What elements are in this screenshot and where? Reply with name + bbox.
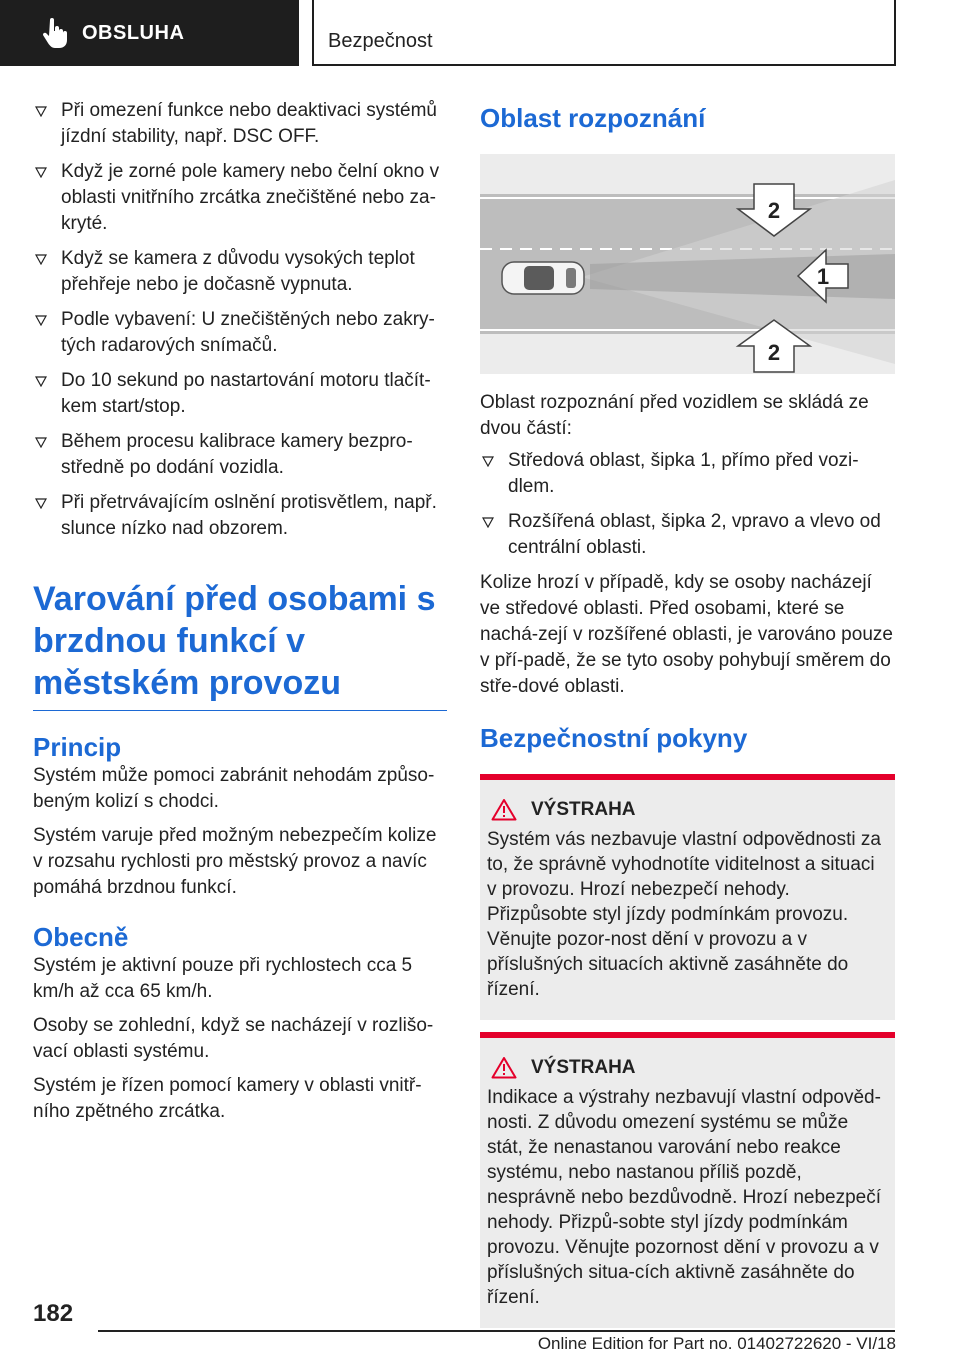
svg-text:2: 2 bbox=[767, 340, 781, 365]
list-item: Při omezení funkce nebo deaktivaci systémů jízdní stability, např. DSC OFF. bbox=[33, 98, 447, 150]
warning-text: Systém vás nezbavuje vlastní odpovědnosti za to, že správně vyhodnotíte viditelnost a situaci v provozu. Hrozí nebezpečí nehody. Přizpůsobte styl jízdy podmínkám provozu. Věnujte pozor‐nost dění v provozu a v příslušných situacích aktivně zasáhněte do řízení. bbox=[487, 829, 881, 1000]
oblast-paragraph-2: Kolize hrozí v případě, kdy se osoby nacházejí ve středové oblasti. Před osobami, které se nachá‐zejí v rozšířené oblasti, je varováno pouze v pří‐padě, že se tyto osoby pohybují směrem do stře‐dové oblasti. bbox=[480, 572, 893, 697]
warning-text: Indikace a výstrahy nezbavují vlastní odpověd‐nosti. Z důvodu omezení systému se může stát, že nenastanou varování nebo reakce systému, nebo nastanou příliš pozdě, nesprávně nebo bezdůvodně. Hrozí nebezpečí nehody. Přizpů‐sobte styl jízdy podmínkám provozu. Věnujte pozornost dění v provozu a v příslušných situa‐cích aktivně zasáhněte do řízení. bbox=[487, 1087, 881, 1308]
triangle-bullet-icon bbox=[482, 517, 494, 528]
triangle-bullet-icon bbox=[35, 498, 47, 509]
section-tab[interactable] bbox=[0, 0, 299, 66]
triangle-bullet-icon bbox=[35, 376, 47, 387]
triangle-bullet-icon bbox=[35, 315, 47, 326]
obecne-heading: Obecně bbox=[33, 922, 129, 952]
list-item: Když se kamera z důvodu vysokých teplot přehřeje nebo je dočasně vypnuta. bbox=[33, 246, 447, 298]
main-heading: Varování před osobami s brzdnou funkcí v městském provozu bbox=[33, 578, 447, 711]
oblast-paragraph-1: Oblast rozpoznání před vozidlem se skládá ze dvou částí: bbox=[480, 392, 869, 439]
warning-box-2 bbox=[480, 1032, 895, 1328]
obecne-paragraph-2: Osoby se zohlední, když se nacházejí v rozlišo‐vací oblasti systému. bbox=[33, 1015, 434, 1062]
right-column bbox=[480, 98, 895, 1328]
list-item: Rozšířená oblast, šipka 2, vpravo a vlevo od centrální oblasti. bbox=[480, 509, 895, 561]
svg-text:1: 1 bbox=[816, 264, 830, 289]
pokyny-heading: Bezpečnostní pokyny bbox=[480, 723, 748, 753]
oblast-list bbox=[480, 448, 895, 561]
princip-heading: Princip bbox=[33, 732, 122, 762]
chapter-title: Bezpečnost bbox=[328, 30, 433, 52]
list-item: Do 10 sekund po nastartování motoru tlačít‐kem start/stop. bbox=[33, 368, 447, 420]
princip-paragraph-2: Systém varuje před možným nebezpečím kolize v rozsahu rychlosti pro městský provoz a navíc pomáhá brzdnou funkcí. bbox=[33, 825, 437, 898]
triangle-bullet-icon bbox=[35, 106, 47, 117]
triangle-bullet-icon bbox=[35, 167, 47, 178]
list-item: Středová oblast, šipka 1, přímo před vozi‐dlem. bbox=[480, 448, 895, 500]
list-item: Když je zorné pole kamery nebo čelní okno v oblasti vnitřního zrcátka znečištěné nebo za‐kryté. bbox=[33, 159, 447, 237]
list-item: Během procesu kalibrace kamery bezpro‐středně po dodání vozidla. bbox=[33, 429, 447, 481]
list-item: Při přetrvávajícím oslnění protisvětlem, např. slunce nízko nad obzorem. bbox=[33, 490, 447, 542]
edition-info: Online Edition for Part no. 01402722620 - VI/18 bbox=[537, 1334, 896, 1353]
triangle-bullet-icon bbox=[482, 456, 494, 467]
list-item: Podle vybavení: U znečištěných nebo zakry‐tých radarových snímačů. bbox=[33, 307, 447, 359]
footer-divider bbox=[98, 1330, 895, 1332]
warning-title: VÝSTRAHA bbox=[531, 1056, 636, 1078]
triangle-bullet-icon bbox=[35, 254, 47, 265]
svg-text:2: 2 bbox=[767, 198, 781, 223]
hand-icon bbox=[42, 18, 68, 48]
chapter-tab[interactable] bbox=[312, 0, 896, 66]
page-number: 182 bbox=[33, 1300, 74, 1327]
section-title: OBSLUHA bbox=[82, 21, 185, 44]
warning-triangle-icon bbox=[491, 798, 517, 821]
detection-area-diagram bbox=[480, 154, 895, 374]
car-icon bbox=[502, 262, 584, 294]
detection-area-figure bbox=[480, 154, 895, 374]
triangle-bullet-icon bbox=[35, 437, 47, 448]
warning-title: VÝSTRAHA bbox=[531, 798, 636, 820]
warning-box-1 bbox=[480, 774, 895, 1020]
obecne-paragraph-1: Systém je aktivní pouze při rychlostech cca 5 km/h až cca 65 km/h. bbox=[33, 955, 413, 1002]
oblast-heading: Oblast rozpoznání bbox=[480, 103, 706, 133]
obecne-paragraph-3: Systém je řízen pomocí kamery v oblasti vnitř‐ního zpětného zrcátka. bbox=[33, 1075, 422, 1122]
left-column bbox=[33, 98, 447, 1125]
princip-paragraph-1: Systém může pomoci zabránit nehodám způso‐beným kolizí s chodci. bbox=[33, 765, 435, 812]
warning-triangle-icon bbox=[491, 1056, 517, 1079]
condition-list bbox=[33, 98, 447, 542]
